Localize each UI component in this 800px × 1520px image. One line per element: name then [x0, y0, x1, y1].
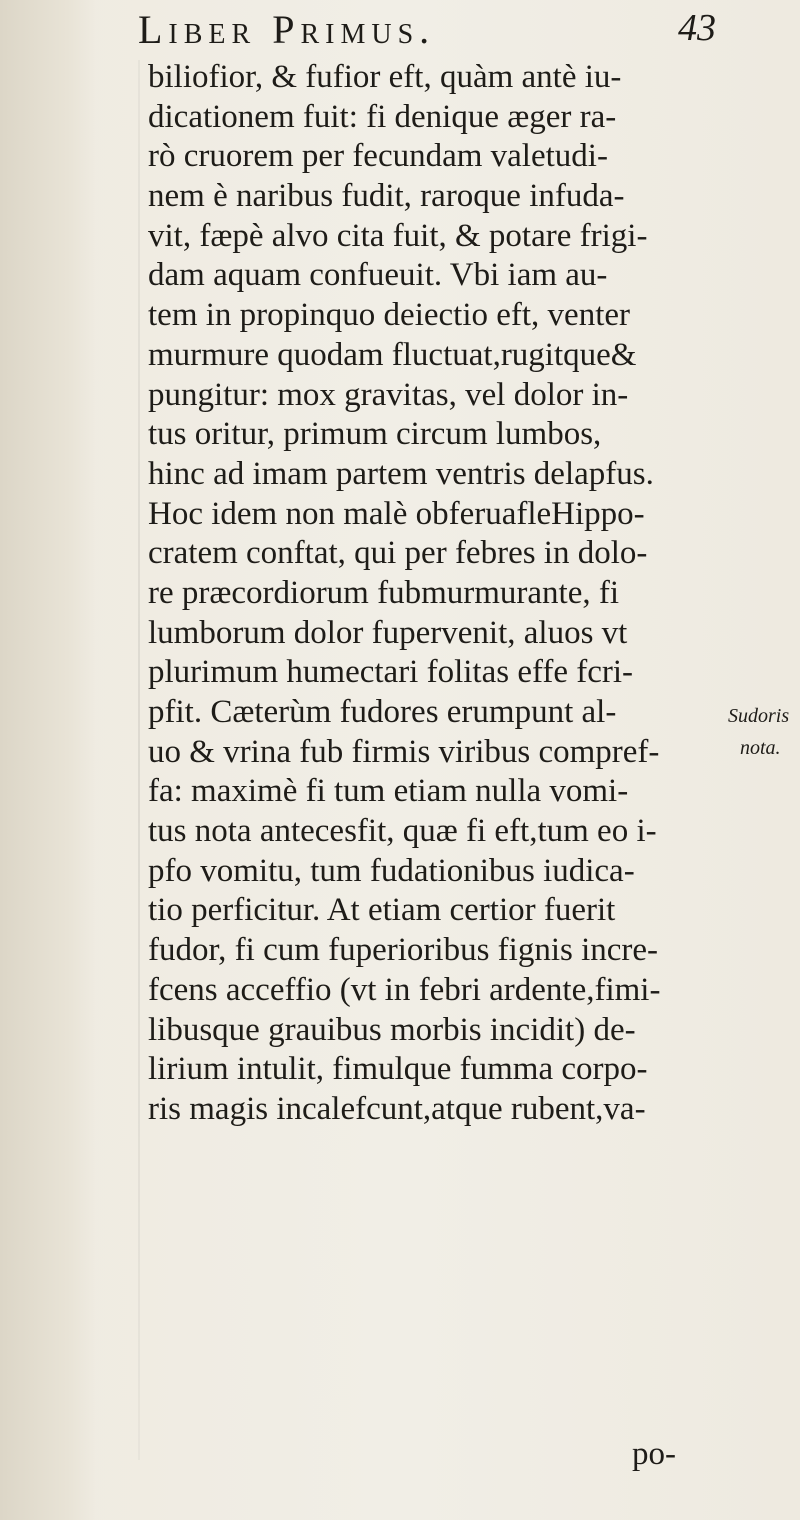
margin-shadow — [138, 60, 140, 1460]
running-head: Liber Primus. — [138, 7, 436, 52]
text-line: fcens acceffio (vt in febri ardente,fimi- — [148, 971, 661, 1008]
marginal-note-line: nota. — [740, 737, 781, 759]
text-line: hinc ad imam partem ventris delapfus. — [148, 455, 654, 492]
text-line: fa: maximè fi tum etiam nulla vomi- — [148, 773, 629, 810]
marginal-note-line: Sudoris — [728, 705, 790, 727]
text-line: cratem conftat, qui per febres in dolo- — [148, 535, 648, 572]
text-line: murmure quodam fluctuat,rugitque& — [148, 336, 637, 373]
page-gutter — [0, 0, 96, 1520]
text-line: dam aquam confueuit. Vbi iam au- — [148, 257, 608, 294]
text-line: tus nota antecesfit, quæ fi eft,tum eo i- — [148, 813, 657, 850]
text-line: lirium intulit, fimulque fumma corpo- — [148, 1051, 648, 1088]
text-line: re præcordiorum fubmurmurante, fi — [148, 574, 620, 611]
text-line: lumborum dolor fupervenit, aluos vt — [148, 614, 628, 651]
text-line: pfo vomitu, tum fudationibus iudica- — [148, 852, 635, 889]
text-line: tio perficitur. At etiam certior fuerit — [148, 892, 616, 929]
text-line: libusque grauibus morbis incidit) de- — [148, 1011, 636, 1048]
marginal-note — [728, 700, 800, 764]
text-line: fudor, fi cum fuperioribus fignis incre- — [148, 932, 659, 969]
text-line: tus oritur, primum circum lumbos, — [148, 416, 602, 453]
page-header — [96, 4, 716, 64]
text-line: biliofior, & fufior eft, quàm antè iu- — [148, 59, 622, 95]
text-line: ris magis incalefcunt,atque rubent,va- — [148, 1090, 646, 1127]
text-line: Hoc idem non malè obferuafleHippo- — [148, 495, 645, 532]
text-line: pungitur: mox gravitas, vel dolor in- — [148, 376, 629, 413]
text-line: vit, fæpè alvo cita fuit, & potare frigi- — [148, 217, 648, 254]
text-line: plurimum humectari folitas effe fcri- — [148, 654, 634, 691]
text-line: rò cruorem per fecundam valetudi- — [148, 138, 608, 175]
text-line: uo & vrina fub firmis viribus compref- — [148, 733, 660, 770]
catchword: po- — [632, 1436, 676, 1472]
text-line: pfit. Cæterùm fudores erumpunt al- — [148, 694, 617, 730]
main-text — [148, 58, 718, 1130]
text-line: nem è naribus fudit, raroque infuda- — [148, 178, 625, 215]
text-line: dicationem fuit: fi denique æger ra- — [148, 98, 617, 135]
page-number: 43 — [678, 7, 716, 49]
text-line: tem in propinquo deiectio eft, venter — [148, 297, 631, 334]
